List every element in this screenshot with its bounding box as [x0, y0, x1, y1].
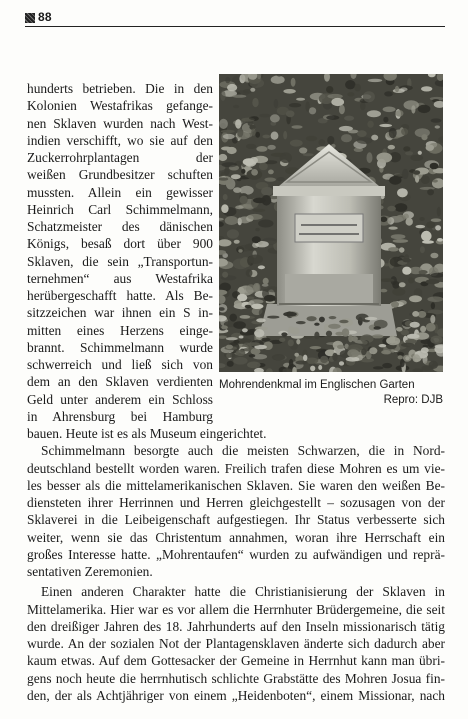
text-line: Mittelamerika. Hier war es vor allem die Herrnhuter Brüdergemeine, die seit	[27, 601, 445, 617]
text-line: großes Interesse hatte. „Mohrentaufen“ wurden zu aufwändigen und reprä-	[27, 546, 445, 562]
text-line: weiter, wenn sie das Christentum annahmen, woran ihre Herrschaft ein	[27, 529, 445, 545]
monument-photo	[219, 74, 443, 372]
text-line: bauen. Heute ist es als Museum eingerichtet.	[27, 426, 267, 441]
text-line: Schatzmeister des dänischen	[27, 219, 213, 234]
text-line: les besser als die mittelamerikanischen Sklaven. Sie waren den weißen Be-	[27, 477, 445, 493]
monument-cornice	[273, 186, 385, 196]
text-line: Sklaverei in die Leibeigenschaft aufgestiegen. Ihr Status verbesserte sich	[27, 512, 445, 528]
text-line: diensteten ihrer Herrinnen und Herren gleichgestellt – sozusagen von der	[27, 495, 445, 510]
page-number: 88	[38, 10, 52, 24]
text-line: mussten. Allein ein gewisser	[27, 184, 213, 200]
body-text	[27, 425, 445, 704]
text-line: sitzzeichen war ihnen ein S in-	[27, 305, 213, 321]
text-line: nen Sklaven wurden nach West-	[27, 115, 213, 131]
text-line: wurde. An der sozialen Not der Plantagensklaven änderte sich dadurch aber	[27, 636, 445, 651]
text-line: sentativen Zeremonien.	[27, 564, 153, 579]
text-line: Königs, besaß dort über 900	[27, 236, 213, 252]
text-line: deutschland bestellt worden waren. Freilich trafen diese Mohren es um vie-	[27, 460, 445, 476]
text-line: ternehmen“ aus Westafrika	[27, 270, 213, 286]
text-line: Kolonien Westafrikas gefange-	[27, 98, 213, 114]
text-line: brannt. Schimmelmann wurde	[27, 339, 213, 355]
text-line: schwerreich und ließ sich von	[27, 357, 213, 372]
page-header	[25, 12, 445, 27]
text-line: hunderts betrieben. Die in den	[27, 81, 213, 96]
page-marker-square	[25, 13, 35, 23]
text-line: den dreißiger Jahren des 18. Jahrhunderts auf den Inseln missionarisch tätig	[27, 618, 445, 634]
text-line: kaum etwas. Auf dem Gottesacker der Gemeine in Herrnhut kann man übri-	[27, 653, 445, 669]
text-line: Einen anderen Charakter hatte die Christianisierung der Sklaven in	[41, 584, 445, 600]
caption-text: Mohrendenkmal im Englischen Garten	[219, 379, 415, 391]
text-line: Sklaven, die sein „Transportun-	[27, 253, 213, 269]
photo-credit: Repro: DJB	[383, 394, 443, 406]
text-line: herübergeschafft hatte. Als Be-	[27, 288, 213, 303]
text-line: Schimmelmann besorgte auch die meisten Schwarzen, die in Nord-	[41, 443, 445, 459]
monument-inscription-plate	[295, 214, 363, 242]
text-line: in Ahrensburg bei Hamburg	[27, 408, 213, 424]
figure-caption	[219, 378, 443, 408]
text-line: gens noch heute die herrnhutisch schlichte Grabstätte des Mohren Josua fin-	[27, 670, 445, 686]
text-line: Geld unter anderem ein Schloss	[27, 391, 213, 407]
monument-illustration	[219, 74, 443, 372]
text-line: weißen Grundbesitzer schuften	[27, 167, 213, 183]
text-line: dem an den Sklaven verdienten	[27, 374, 213, 390]
left-text-column	[27, 80, 213, 425]
text-line: indien verschifft, wo sie auf den	[27, 132, 213, 148]
text-line: mitten eines Herzens einge-	[27, 322, 213, 338]
text-line: Zuckerrohrplantagen der	[27, 150, 213, 165]
text-line: den, der als Achtjähriger von einem „Heidenboten“, einem Missionar, nach	[27, 687, 445, 703]
text-line: Heinrich Carl Schimmelmann,	[27, 201, 213, 217]
